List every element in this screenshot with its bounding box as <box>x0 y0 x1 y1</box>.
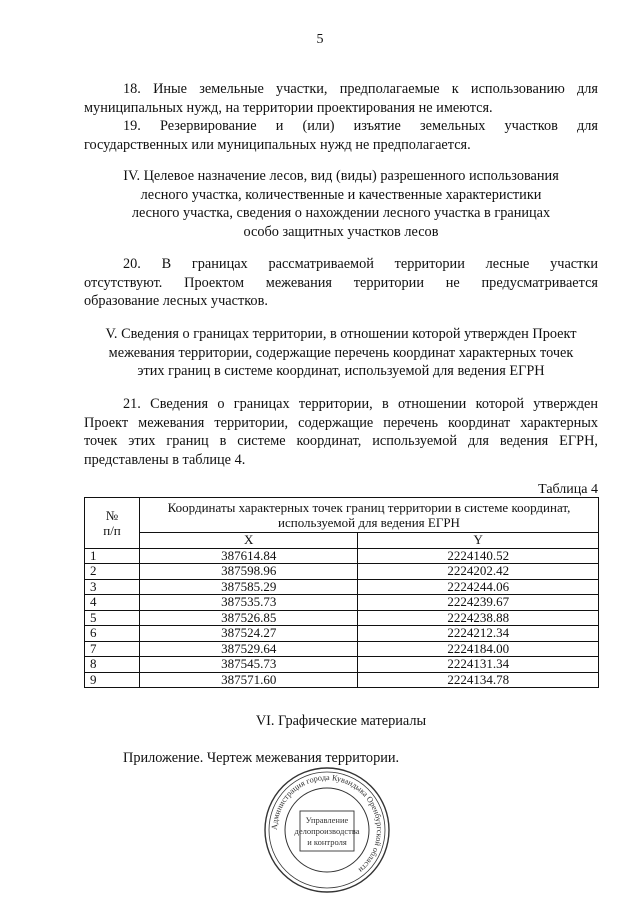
stamp-text: делопроизводства <box>294 826 360 836</box>
paragraph-21 <box>84 395 598 469</box>
table-header-row <box>85 498 599 533</box>
stamp-ring-text: Администрация города Кувандыка Оренбургской области <box>269 772 385 875</box>
coordinate-y: 2224202.42 <box>358 564 599 580</box>
paragraph-line: 20. В границах рассматриваемой территории лесные участки <box>123 256 598 272</box>
coordinate-x: 387571.60 <box>140 672 358 688</box>
coordinate-x: 387529.64 <box>140 641 358 657</box>
official-stamp <box>262 765 392 895</box>
coordinate-x: 387524.27 <box>140 626 358 642</box>
heading-line: IV. Целевое назначение лесов, вид (виды) разрешенного использования <box>123 168 559 184</box>
coordinate-y: 2224238.88 <box>358 610 599 626</box>
table-row <box>85 626 599 642</box>
coordinate-y: 2224212.34 <box>358 626 599 642</box>
paragraph-18 <box>84 80 598 117</box>
table-row <box>85 595 599 611</box>
row-number: 8 <box>85 657 140 673</box>
table-row <box>85 564 599 580</box>
row-number: 4 <box>85 595 140 611</box>
coordinate-y: 2224244.06 <box>358 579 599 595</box>
table-caption: Таблица 4 <box>538 482 598 497</box>
table-row <box>85 657 599 673</box>
heading-line: лесного участка, количественные и качественные характеристики <box>140 186 542 203</box>
page-number: 5 <box>316 32 324 47</box>
table-row <box>85 548 599 564</box>
row-number: 6 <box>85 626 140 642</box>
paragraph-line: образование лесных участков. <box>84 293 268 309</box>
table-row <box>85 672 599 688</box>
paragraph-line: отсутствуют. Проектом межевания территории не предусматривается <box>84 274 598 291</box>
heading-line: межевания территории, содержащие перечень координат характерных точек <box>108 344 574 361</box>
column-header-coordinates <box>140 498 599 533</box>
table-row <box>85 579 599 595</box>
header-line: Координаты характерных точек границ территории в системе координат, <box>167 500 571 515</box>
heading-line: этих границ в системе координат, используемой для ведения ЕГРН <box>137 363 545 379</box>
coordinate-y: 2224134.78 <box>358 672 599 688</box>
coordinate-x: 387598.96 <box>140 564 358 580</box>
paragraph-line: Проект межевания территории, содержащие перечень координат характерных <box>84 414 598 431</box>
table-subheader-row <box>85 533 599 549</box>
paragraph-line: 21. Сведения о границах территории, в отношении которой утвержден <box>123 396 598 412</box>
coordinate-x: 387614.84 <box>140 548 358 564</box>
table-row <box>85 610 599 626</box>
coordinate-y: 2224140.52 <box>358 548 599 564</box>
stamp-text: и контроля <box>307 837 347 847</box>
paragraph-line: точек этих границ в системе координат, используемой для ведения ЕГРН, <box>84 433 598 449</box>
paragraph-line: представлены в таблице 4. <box>84 451 246 468</box>
section-5-heading <box>80 325 602 381</box>
appendix-text: Приложение. Чертеж межевания территории. <box>123 750 400 766</box>
row-number: 1 <box>85 548 140 564</box>
coordinate-x: 387585.29 <box>140 579 358 595</box>
paragraph-line: 19. Резервирование и (или) изъятие земельных участков для <box>123 118 598 134</box>
paragraph-line: муниципальных нужд, на территории проектирования не имеются. <box>84 99 493 116</box>
row-number: 7 <box>85 641 140 657</box>
row-number: 5 <box>85 610 140 626</box>
coordinate-x: 387526.85 <box>140 610 358 626</box>
paragraph-line: 18. Иные земельные участки, предполагаемые к использованию для <box>123 81 598 97</box>
coordinate-y: 2224184.00 <box>358 641 599 657</box>
column-header-number <box>85 498 140 549</box>
paragraph-line: государственных или муниципальных нужд не предполагается. <box>84 136 471 153</box>
header-line: № <box>105 507 119 523</box>
heading-line: лесного участка, сведения о нахождении лесного участка в границах <box>131 205 551 221</box>
row-number: 2 <box>85 564 140 580</box>
header-line: используемой для ведения ЕГРН <box>278 515 460 530</box>
paragraph-19 <box>84 117 598 154</box>
coordinate-x: 387545.73 <box>140 657 358 673</box>
column-header-y: Y <box>358 533 599 549</box>
stamp-text: Управление <box>305 815 349 825</box>
section-6-heading: VI. Графические материалы <box>255 713 427 729</box>
coordinates-table <box>84 497 599 688</box>
heading-line: V. Сведения о границах территории, в отношении которой утвержден Проект <box>105 326 577 342</box>
heading-line: особо защитных участков лесов <box>243 223 439 240</box>
header-line: п/п <box>103 522 121 538</box>
coordinate-x: 387535.73 <box>140 595 358 611</box>
row-number: 9 <box>85 672 140 688</box>
section-4-heading <box>84 167 598 241</box>
coordinate-y: 2224131.34 <box>358 657 599 673</box>
coordinate-y: 2224239.67 <box>358 595 599 611</box>
row-number: 3 <box>85 579 140 595</box>
column-header-x: X <box>140 533 358 549</box>
table-row <box>85 641 599 657</box>
paragraph-20 <box>84 255 598 311</box>
